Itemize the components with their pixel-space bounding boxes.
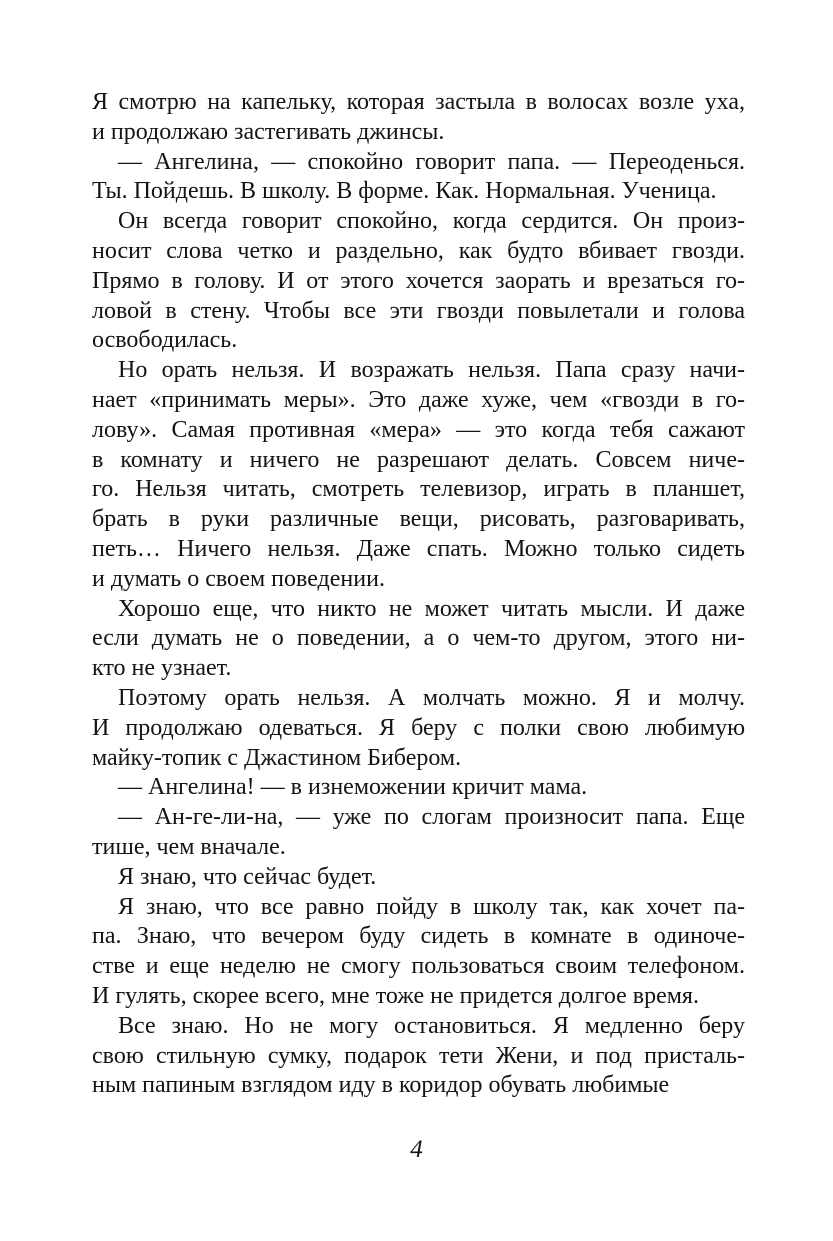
paragraph — [92, 88, 745, 148]
text-line: Он всегда говорит спокойно, когда сердится. Он произ- — [118, 208, 745, 235]
text-line: И гулять, скорее всего, мне тоже не придется долгое время. — [92, 982, 699, 1009]
text-line: Поэтому орать нельзя. А молчать можно. Я и молчу. — [118, 684, 745, 711]
text-line: и продолжаю застегивать джинсы. — [92, 118, 445, 145]
paragraph — [92, 595, 745, 684]
paragraph — [92, 148, 745, 208]
text-line: тише, чем вначале. — [92, 833, 286, 860]
text-line: майку-топик с Джастином Бибером. — [92, 744, 462, 771]
text-line: Хорошо еще, что никто не может читать мысли. И даже — [118, 595, 745, 622]
text-line: Но орать нельзя. И возражать нельзя. Папа сразу начи- — [118, 357, 745, 384]
text-line: если думать не о поведении, а о чем-то другом, этого ни- — [92, 625, 745, 652]
text-line: И продолжаю одеваться. Я беру с полки свою любимую — [92, 714, 745, 741]
text-line: ловой в стену. Чтобы все эти гвозди повылетали и голова — [92, 297, 745, 324]
text-line: кто не узнает. — [92, 655, 232, 682]
text-line: нает «принимать меры». Это даже хуже, чем «гвозди в го- — [92, 386, 745, 413]
text-line: Я знаю, что все равно пойду в школу так, как хочет па- — [118, 893, 745, 920]
paragraph — [92, 773, 745, 803]
text-line: — Ангелина, — спокойно говорит папа. — Переоденься. — [118, 148, 745, 175]
paragraph — [92, 684, 745, 773]
text-line: петь… Ничего нельзя. Даже спать. Можно только сидеть — [92, 535, 745, 562]
text-line: стве и еще неделю не смогу пользоваться своим телефоном. — [92, 953, 745, 980]
text-line: па. Знаю, что вечером буду сидеть в комнате в одиноче- — [92, 923, 745, 950]
text-line: ным папиным взглядом иду в коридор обувать любимые — [92, 1072, 670, 1099]
text-line: носит слова четко и раздельно, как будто вбивает гвозди. — [92, 237, 745, 264]
text-line: и думать о своем поведении. — [92, 565, 385, 592]
text-line: Ты. Пойдешь. В школу. В форме. Как. Нормальная. Ученица. — [92, 178, 717, 205]
page-number: 4 — [410, 1136, 423, 1163]
paragraph — [92, 803, 745, 863]
text-line: лову». Самая противная «мера» — это когда тебя сажают — [92, 416, 745, 443]
text-line: Все знаю. Но не могу остановиться. Я медленно беру — [118, 1012, 745, 1039]
paragraph — [92, 207, 745, 356]
text-line: Я смотрю на капельку, которая застыла в волосах возле уха, — [92, 89, 745, 115]
text-line: го. Нельзя читать, смотреть телевизор, играть в планшет, — [92, 476, 745, 503]
paragraph — [92, 1012, 745, 1101]
body-text — [92, 88, 745, 1101]
text-line: освободилась. — [92, 327, 238, 354]
paragraph — [92, 863, 745, 893]
text-line: — Ан-ге-ли-на, — уже по слогам произносит папа. Еще — [118, 804, 745, 831]
text-line: в комнату и ничего не разрешают делать. Совсем ниче- — [92, 446, 745, 473]
text-line: Я знаю, что сейчас будет. — [118, 863, 377, 890]
text-line: брать в руки различные вещи, рисовать, разговаривать, — [92, 506, 745, 533]
text-line: — Ангелина! — в изнеможении кричит мама. — [118, 774, 588, 801]
paragraph — [92, 356, 745, 594]
paragraph — [92, 893, 745, 1012]
text-line: Прямо в голову. И от этого хочется заорать и врезаться го- — [92, 267, 745, 294]
text-line: свою стильную сумку, подарок тети Жени, и под присталь- — [92, 1042, 745, 1069]
